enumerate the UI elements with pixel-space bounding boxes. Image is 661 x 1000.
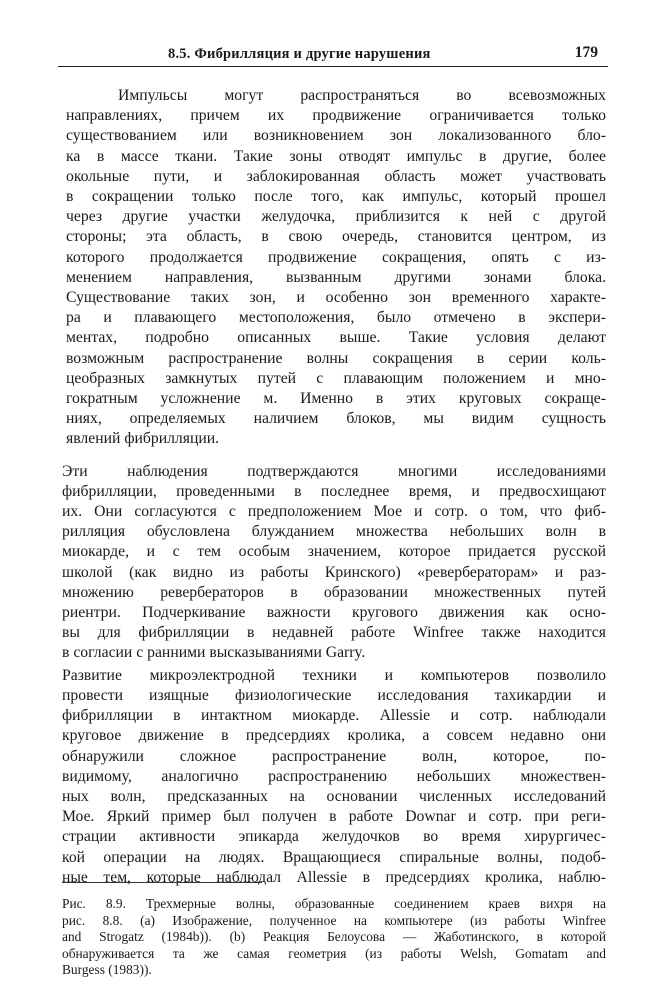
text-line: через другие участки желудочка, приблизится к ней с другой <box>66 208 606 226</box>
text-line: Развитие микроэлектродной техники и компьютеров позволило <box>62 666 606 684</box>
text-line: видимому, аналогично распространению небольших множествен- <box>62 767 606 785</box>
page-number: 179 <box>574 44 598 61</box>
text-line: ра и плавающего местоположения, было отмечено в экспери- <box>66 309 606 327</box>
text-line: риентри. Подчеркивание важности кругового движения как осно- <box>62 604 606 622</box>
text-line: ментах, подробно описанных выше. Такие условия делают <box>66 329 606 347</box>
quotation-block <box>66 86 606 450</box>
text-line: круговое движение в предсердиях кролика, а совсем недавно они <box>62 727 606 745</box>
text-line: Эти наблюдения подтверждаются многими исследованиями <box>62 462 606 480</box>
text-line: страции активности эпикарда желудочков во время хирургичес- <box>62 828 606 846</box>
caption-line: Burgess (1983)). <box>62 962 152 978</box>
caption-line: рис. 8.8. (a) Изображение, полученное на компьютере (из работы Winfree <box>62 912 606 928</box>
caption-line: Рис. 8.9. Трехмерные волны, образованные соединением краев вихря на <box>62 896 606 911</box>
caption-line: and Strogatz (1984b)). (b) Реакция Белоусова — Жаботинского, в которой <box>62 929 606 945</box>
text-line: ных волн, предсказанных на основании численных исследований <box>62 787 606 805</box>
text-line: окольные пути, и заблокированная область может участвовать <box>66 167 606 185</box>
text-line: гократным усложнение м. Именно в этих круговых сокраще- <box>66 390 606 408</box>
main-text <box>62 86 606 888</box>
text-line: рилляция обусловлена блужданием множества небольших волн в <box>62 523 606 541</box>
text-line: существованием или возникновением зон локализованного бло- <box>66 127 606 145</box>
figure-caption <box>62 896 606 979</box>
running-head <box>58 44 598 66</box>
text-line: направлениях, причем их продвижение ограничивается только <box>66 107 606 125</box>
text-line: миокарде, и с тем особым значением, которое придается русской <box>62 543 606 561</box>
caption-line: обнаруживается та же самая геометрия (из работы Welsh, Gomatam and <box>62 945 606 961</box>
text-line: Существование таких зон, и особенно зон временного характе- <box>66 289 606 307</box>
text-line: явлений фибрилляции. <box>66 430 220 448</box>
text-line: цеобразных замкнутых путей с плавающим положением и мно- <box>66 369 606 387</box>
text-line: множению ревербераторов в образовании множественных путей <box>62 583 606 601</box>
text-line: фибрилляции, проведенными в последнее время, и предвосхищают <box>62 482 606 500</box>
text-line: школой (как видно из работы Кринского) «ревербераторам» и раз- <box>62 563 606 581</box>
text-line: менением направления, вызванным другими зонами блока. <box>66 268 606 286</box>
text-line: которого продолжается продвижение сокращения, опять с из- <box>66 248 606 266</box>
text-line: ка в массе ткани. Такие зоны отводят импульс в другие, более <box>66 147 606 165</box>
section-title: 8.5. Фибрилляция и другие нарушения <box>168 46 431 62</box>
paragraph <box>62 462 606 664</box>
text-line: кой операции на людях. Вращающиеся спиральные волны, подоб- <box>62 848 606 866</box>
caption-rule <box>62 882 262 883</box>
text-line: стороны; эта область, в свою очередь, становится центром, из <box>66 228 606 246</box>
text-line: вы для фибрилляции в недавней работе Winfree также находится <box>62 624 606 642</box>
text-line: ниях, определяемых наличием блоков, мы видим сущность <box>66 410 606 428</box>
header-rule <box>58 66 608 67</box>
text-line: возможным распространение волны сокращения в серии коль- <box>66 349 606 367</box>
text-line: их. Они согласуются с предположением Мое и сотр. о том, что фиб- <box>62 503 606 521</box>
text-line: Импульсы могут распространяться во всевозможных <box>118 87 606 104</box>
text-line: в сокращении только после того, как импульс, который прошел <box>66 188 606 206</box>
text-line: в согласии с ранними высказываниями Garry. <box>62 644 366 662</box>
text-line: фибрилляции в интактном миокарде. Allessie и сотр. наблюдали <box>62 707 606 725</box>
text-line: Мое. Яркий пример был получен в работе Downar и сотр. при реги- <box>62 808 606 826</box>
text-line: ные тем, которые наблюдал Allessie в предсердиях кролика, наблю- <box>62 868 606 886</box>
text-line: провести изящные физиологические исследования тахикардии и <box>62 686 606 704</box>
text-line: обнаружили сложное распространение волн, которое, по- <box>62 747 606 765</box>
paragraph <box>62 666 606 888</box>
